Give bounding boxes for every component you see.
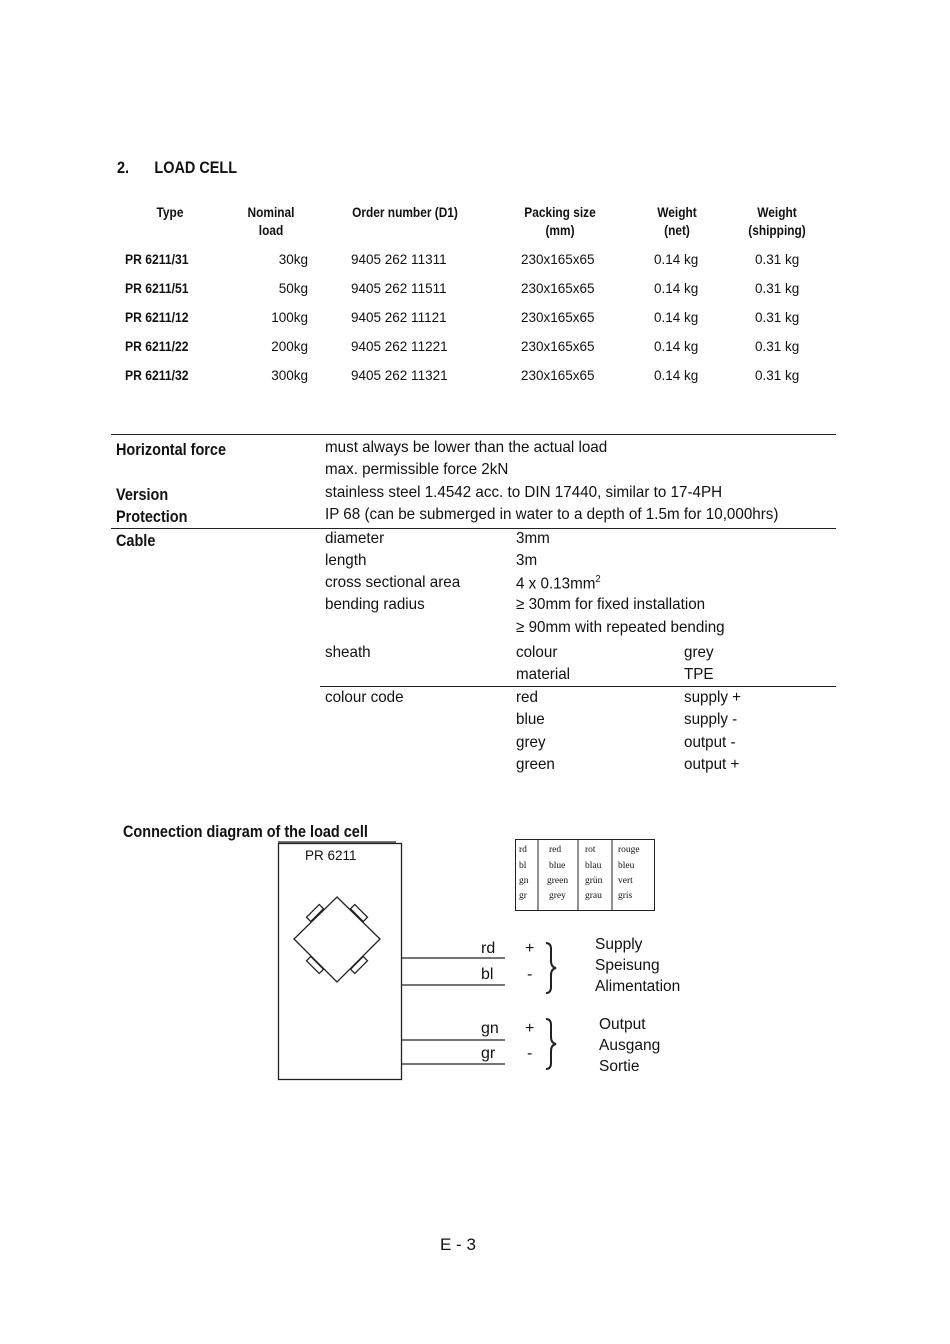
device-box — [279, 844, 402, 1080]
horizontal-force-line2: max. permissible force 2kN — [325, 461, 509, 478]
row-1-net: 0.14 kg — [654, 252, 699, 267]
legend-en-rd: red — [549, 845, 562, 855]
row-2-packing: 230x165x65 — [521, 281, 595, 296]
colour-code-label: colour code — [325, 689, 404, 706]
legend-de-gn: grün — [585, 876, 603, 886]
version-label: Version — [116, 485, 169, 504]
section-title: LOAD CELL — [154, 158, 238, 177]
row-4-shipping: 0.31 kg — [755, 339, 800, 354]
cable-material-label: material — [516, 666, 571, 683]
wire-label-gr: gr — [481, 1045, 496, 1062]
row-3-load: 100kg — [271, 310, 308, 325]
device-label: PR 6211 — [305, 848, 357, 863]
row-2-load: 50kg — [278, 281, 308, 296]
legend-de-bl: blau — [585, 861, 602, 871]
output-en: Output — [599, 1016, 646, 1033]
wire-sign-gr: - — [527, 1045, 533, 1062]
row-5-type: PR 6211/32 — [125, 368, 189, 383]
code-grey-meaning: output - — [684, 734, 736, 751]
row-1-shipping: 0.31 kg — [755, 252, 800, 267]
cable-area-superscript: 2 — [595, 574, 601, 585]
horizontal-force-label: Horizontal force — [116, 440, 226, 459]
header-net-line2: (net) — [664, 222, 690, 238]
row-3-net: 0.14 kg — [654, 310, 699, 325]
cable-area-text: 4 x 0.13mm — [516, 575, 596, 593]
row-3-shipping: 0.31 kg — [755, 310, 800, 325]
code-green-meaning: output + — [684, 756, 740, 773]
row-4-packing: 230x165x65 — [521, 339, 595, 354]
version-text: stainless steel 1.4542 acc. to DIN 17440, similar to 17-4PH — [325, 484, 723, 501]
protection-label: Protection — [116, 507, 188, 526]
protection-text: IP 68 (can be submerged in water to a depth of 1.5m for 10,000hrs) — [325, 506, 779, 523]
row-2-type: PR 6211/51 — [125, 281, 189, 296]
row-2-shipping: 0.31 kg — [755, 281, 800, 296]
output-de: Ausgang — [599, 1037, 661, 1054]
cable-diameter-value: 3mm — [516, 530, 550, 547]
header-type-label: Type — [156, 204, 184, 220]
supply-brace — [546, 943, 556, 993]
diagram-title: Connection diagram of the load cell — [123, 822, 368, 841]
header-nominal-line1: Nominal — [247, 204, 295, 220]
page-number: E - 3 — [440, 1235, 476, 1254]
code-red-meaning: supply + — [684, 689, 742, 706]
header-ship-line2: (shipping) — [748, 222, 806, 238]
code-green: green — [516, 756, 555, 773]
row-4-type: PR 6211/22 — [125, 339, 189, 354]
header-nominal-line2: load — [258, 222, 284, 238]
cable-length-value: 3m — [516, 552, 538, 569]
code-grey: grey — [516, 734, 546, 751]
row-1-type: PR 6211/31 — [125, 252, 189, 267]
header-packing-line1: Packing size — [524, 204, 596, 220]
output-brace — [546, 1019, 556, 1069]
header-net-line1: Weight — [657, 204, 697, 220]
row-2-order: 9405 262 11511 — [351, 281, 447, 296]
cable-colour-label: colour — [516, 644, 558, 661]
cable-material-value: TPE — [684, 666, 714, 683]
legend-en-gr: grey — [549, 891, 566, 901]
row-1-order: 9405 262 11311 — [351, 252, 447, 267]
legend-abbr-gn: gn — [519, 876, 529, 886]
header-order-label: Order number (D1) — [352, 204, 458, 220]
cable-radius-value2: ≥ 90mm with repeated bending — [516, 619, 725, 636]
supply-en: Supply — [595, 936, 643, 953]
header-packing-line2: (mm) — [545, 222, 575, 238]
cable-radius-value1: ≥ 30mm for fixed installation — [516, 596, 706, 613]
row-3-packing: 230x165x65 — [521, 310, 595, 325]
row-3-type: PR 6211/12 — [125, 310, 189, 325]
code-red: red — [516, 689, 538, 706]
legend-fr-gn: vert — [618, 876, 633, 886]
cable-length-label: length — [325, 552, 367, 569]
row-1-load: 30kg — [278, 252, 308, 267]
legend-de-gr: grau — [585, 891, 602, 901]
wire-label-bl: bl — [481, 966, 494, 983]
cable-sheath-label: sheath — [325, 644, 371, 661]
supply-de: Speisung — [595, 957, 660, 974]
header-ship-line1: Weight — [757, 204, 797, 220]
supply-labels — [595, 934, 680, 997]
wire-sign-bl: - — [527, 966, 533, 983]
legend-de-rd: rot — [585, 845, 596, 855]
row-5-packing: 230x165x65 — [521, 368, 595, 383]
cable-diameter-label: diameter — [325, 530, 385, 547]
row-4-load: 200kg — [271, 339, 308, 354]
output-fr: Sortie — [599, 1058, 640, 1075]
legend-en-bl: blue — [549, 861, 566, 871]
row-5-net: 0.14 kg — [654, 368, 699, 383]
row-5-order: 9405 262 11321 — [351, 368, 448, 383]
legend-abbr-bl: bl — [519, 861, 527, 871]
wire-label-rd: rd — [481, 940, 496, 957]
legend-fr-bl: bleu — [618, 861, 635, 871]
section-number: 2. — [117, 158, 130, 177]
bridge-icon — [294, 897, 380, 982]
legend-fr-rd: rouge — [618, 845, 640, 855]
cable-radius-label: bending radius — [325, 596, 425, 613]
cable-label: Cable — [116, 531, 156, 550]
output-labels — [599, 1014, 660, 1077]
wire-sign-rd: + — [525, 940, 535, 957]
code-blue-meaning: supply - — [684, 711, 738, 728]
cable-area-label: cross sectional area — [325, 574, 461, 591]
cable-colour-value: grey — [684, 644, 714, 661]
code-blue: blue — [516, 711, 545, 728]
row-2-net: 0.14 kg — [654, 281, 699, 296]
legend-en-gn: green — [547, 876, 569, 886]
row-3-order: 9405 262 11121 — [351, 310, 447, 325]
horizontal-force-line1: must always be lower than the actual load — [325, 439, 608, 456]
legend-abbr-rd: rd — [519, 845, 527, 855]
row-4-order: 9405 262 11221 — [351, 339, 448, 354]
row-5-load: 300kg — [271, 368, 308, 383]
supply-fr: Alimentation — [595, 978, 681, 995]
row-5-shipping: 0.31 kg — [755, 368, 800, 383]
legend-fr-gr: gris — [618, 891, 633, 901]
wire-label-gn: gn — [481, 1020, 499, 1037]
wire-sign-gn: + — [525, 1020, 535, 1037]
legend-abbr-gr: gr — [519, 891, 527, 901]
row-1-packing: 230x165x65 — [521, 252, 595, 267]
row-4-net: 0.14 kg — [654, 339, 699, 354]
